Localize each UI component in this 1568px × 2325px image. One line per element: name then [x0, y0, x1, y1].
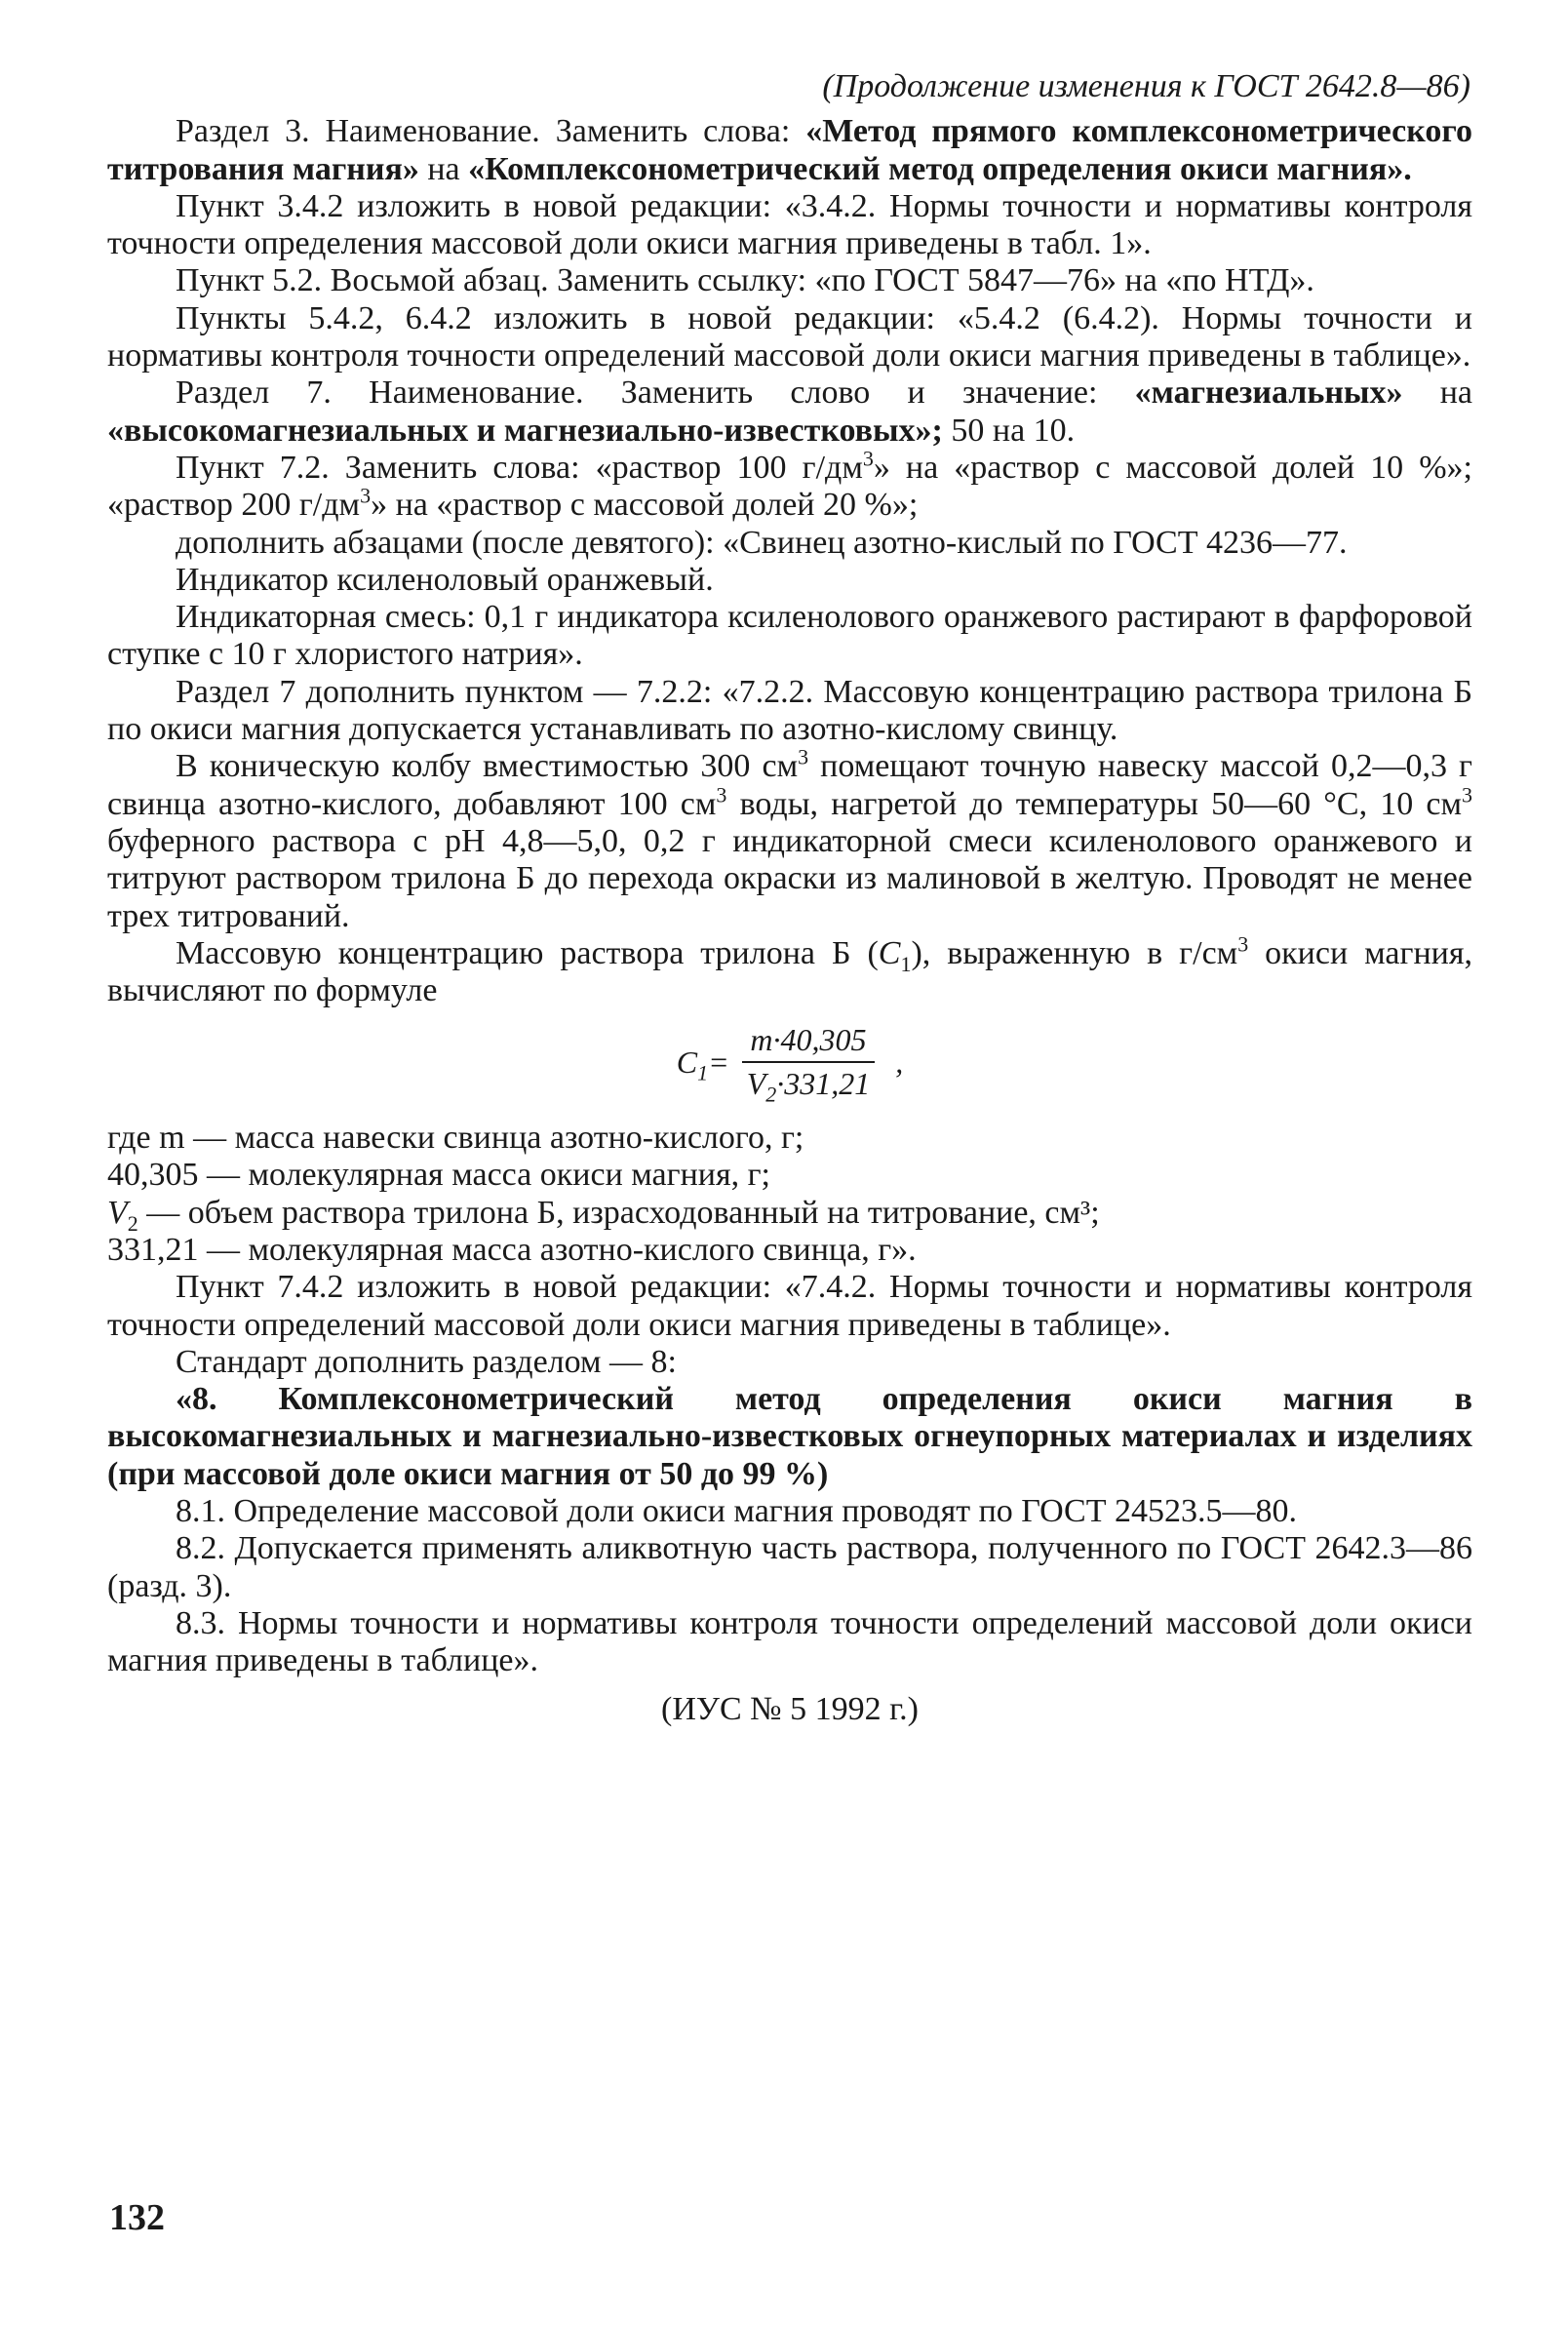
text-run: Раздел 3. Наименование. Заменить слова:: [176, 113, 806, 150]
bold-run: «8. Комплексонометрический метод определения окиси магния в высокомагнезиальных и магнезиально-известковых огнеупорных материалах и изделиях (при массовой доле окиси магния от 50 до 99 %): [107, 1381, 1472, 1492]
paragraph-add-lead: дополнить абзацами (после девятого): «Свинец азотно-кислый по ГОСТ 4236—77.: [176, 524, 1348, 561]
text-run: » на «раствор с массовой долей 10 %»; «раствор 200 г/дм: [107, 449, 1472, 524]
text-run: 50 на 10.: [942, 412, 1076, 449]
text-run: на: [418, 150, 469, 187]
subscript: 2: [765, 1082, 777, 1107]
superscript: 3: [1237, 931, 1249, 957]
text-run: окиси магния, вычисляют по формуле: [107, 934, 1472, 1009]
paragraph-indicator: Индикатор ксиленоловый оранжевый.: [176, 561, 714, 598]
paragraph-7-2: [107, 446, 1472, 525]
text-run: » на «раствор с массовой долей 20 %»;: [371, 487, 919, 524]
text-run: ·331,21: [776, 1065, 871, 1101]
text-run: Массовую концентрацию раствора трилона Б (: [176, 934, 879, 971]
bold-run: «Комплексонометрический метод определения окиси магния».: [468, 150, 1412, 187]
definition-item: [107, 1157, 1472, 1194]
paragraph-5-2: Пункт 5.2. Восьмой абзац. Заменить ссылку: «по ГОСТ 5847—76» на «по НТД».: [176, 262, 1314, 299]
definition-text: — молекулярная масса окиси магния, г;: [198, 1157, 770, 1194]
document-page: [107, 68, 1472, 1729]
paragraph-procedure: [107, 745, 1472, 934]
formula-symbol: C: [676, 1044, 698, 1080]
paragraph-5-4-2: Пункты 5.4.2, 6.4.2 изложить в новой редакции: «5.4.2 (6.4.2). Нормы точности и нормативы контроля точности определений массовой доли окиси магния приведены в таблице».: [107, 299, 1472, 374]
paragraph-8-2: 8.2. Допускается применять аликвотную часть раствора, полученного по ГОСТ 2642.3—86 (разд. 3).: [107, 1530, 1472, 1604]
subscript: 1: [900, 951, 912, 976]
paragraph-7-2-2: Раздел 7 дополнить пунктом — 7.2.2: «7.2.2. Массовую концентрацию раствора трилона Б по окиси магния допускается устанавливать по азотно-кислому свинцу.: [107, 673, 1472, 748]
text-run: буферного раствора с рН 4,8—5,0, 0,2 г индикаторной смеси ксиленолового оранжевого и титруют раствором трилона Б до перехода окраски из малиновой в желтую. Проводят не менее трех титрований.: [107, 822, 1472, 934]
equals-sign: =: [708, 1044, 729, 1080]
bold-run: «Метод прямого комплексонометрического титрования магния»: [107, 113, 1472, 187]
definition-item: [107, 1232, 1472, 1269]
definition-term: 40,305: [107, 1157, 199, 1194]
paragraph-7-4-2: Пункт 7.4.2 изложить в новой редакции: «7.4.2. Нормы точности и нормативы контроля точности определений массовой доли окиси магния приведены в таблице».: [107, 1269, 1472, 1343]
definition-term: V: [107, 1194, 128, 1231]
ius-reference: (ИУС № 5 1992 г.): [661, 1691, 919, 1728]
superscript: 3: [798, 745, 809, 770]
text-run: В коническую колбу вместимостью 300 см: [176, 748, 799, 785]
text-run: Раздел 7. Наименование. Заменить слово и значение:: [176, 374, 1135, 412]
definition-item: [107, 1120, 1472, 1157]
continuation-header: (Продолжение изменения к ГОСТ 2642.8—86): [822, 68, 1470, 104]
definition-text: — молекулярная масса азотно-кислого свинца, г».: [198, 1231, 917, 1268]
italic-run: C: [878, 934, 901, 971]
definition-text: — масса навески свинца азотно-кислого, г;: [184, 1120, 804, 1157]
subscript: 1: [697, 1059, 709, 1084]
definition-text: — объем раствора трилона Б, израсходованный на титрование, см³;: [137, 1194, 1100, 1231]
paragraph-indicator-mix: Индикаторная смесь: 0,1 г индикатора ксиленолового оранжевого растирают в фарфоровой ступке с 10 г хлористого натрия».: [107, 599, 1472, 673]
definition-term: 331,21: [107, 1231, 199, 1268]
subscript: 2: [127, 1210, 138, 1236]
superscript: 3: [1462, 782, 1472, 808]
bold-run: «высокомагнезиальных и магнезиально-известковых»;: [107, 412, 943, 449]
formula-symbol: V: [746, 1065, 766, 1101]
paragraph-3-4-2: Пункт 3.4.2 изложить в новой редакции: «3.4.2. Нормы точности и нормативы контроля точности определения массовой доли окиси магния приведены в табл. 1».: [107, 187, 1472, 262]
paragraph-section3: [107, 113, 1472, 188]
superscript: 3: [360, 483, 372, 508]
formula-denominator: [739, 1063, 879, 1107]
text-run: Пункт 7.2. Заменить слова: «раствор 100 г/дм: [176, 449, 863, 486]
formula-comma: ,: [895, 1044, 904, 1080]
text-run: на: [1402, 374, 1472, 412]
paragraph-section8-title: [107, 1381, 1472, 1493]
formula-fraction: [739, 1021, 879, 1107]
formula: [107, 1021, 1472, 1107]
definition-item: [107, 1194, 1472, 1236]
text-run: помещают точную навеску массой 0,2—0,3 г свинца азотно-кислого, добавляют 100 см: [107, 748, 1472, 822]
variable-definitions: [107, 1120, 1472, 1269]
bold-run: «магнезиальных»: [1134, 374, 1403, 412]
superscript: 3: [716, 782, 727, 808]
superscript: 3: [862, 446, 874, 471]
formula-numerator: m·40,305: [742, 1021, 874, 1062]
paragraph-section7: [107, 374, 1472, 450]
page-number: 132: [109, 2197, 165, 2238]
paragraph-8-1: 8.1. Определение массовой доли окиси магния проводят по ГОСТ 24523.5—80.: [176, 1492, 1298, 1529]
formula-lhs: [676, 1044, 729, 1084]
definition-term: где m: [107, 1120, 185, 1157]
paragraph-8-3: 8.3. Нормы точности и нормативы контроля точности определений массовой доли окиси магния приведены в таблице».: [107, 1604, 1472, 1679]
text-run: воды, нагретой до температуры 50—60 °С, 10 см: [726, 785, 1462, 822]
text-run: ), выраженную в г/см: [911, 934, 1238, 971]
paragraph-section8-intro: Стандарт дополнить разделом — 8:: [176, 1343, 677, 1380]
paragraph-concentration: [107, 931, 1472, 1010]
